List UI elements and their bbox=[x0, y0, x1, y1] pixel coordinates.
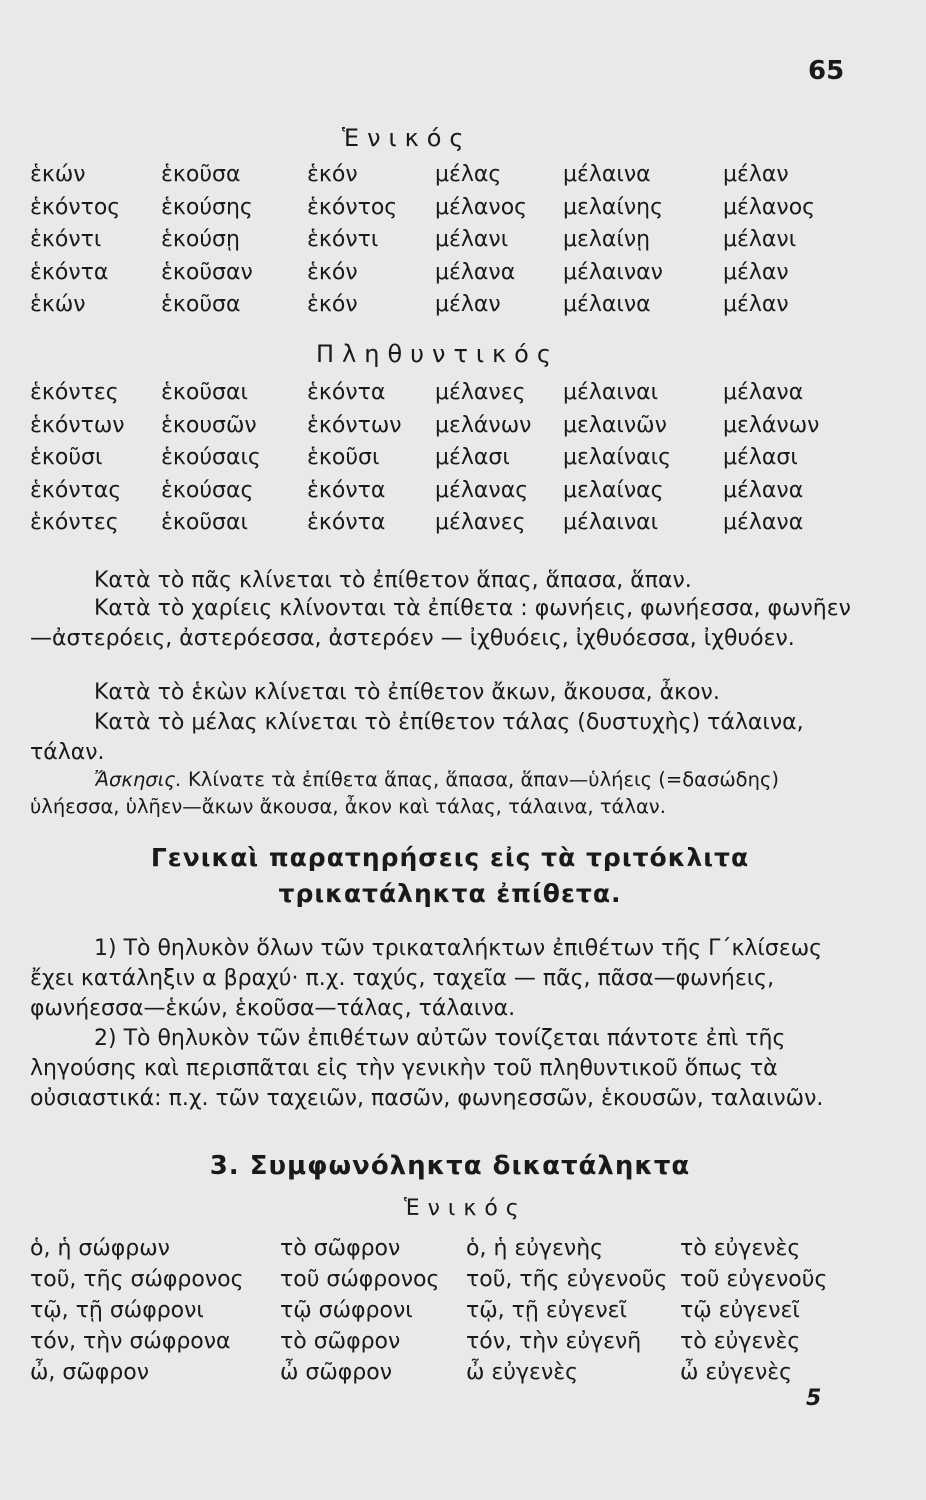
page-number: 65 bbox=[808, 56, 845, 86]
table-cell: μέλανα bbox=[723, 510, 804, 536]
table-cell: ὁ, ἡ εὐγενὴς bbox=[466, 1236, 604, 1261]
table-cell: ἑκουσῶν bbox=[161, 412, 257, 438]
table-cell: ὦ εὐγενὲς bbox=[680, 1360, 793, 1385]
table-cell: ἑκούσας bbox=[161, 477, 254, 503]
table-cell: ἑκοῦσι bbox=[30, 445, 103, 471]
rule-2: 2) Τὸ θηλυκὸν τῶν ἐπιθέτων αὐτῶν τονίζεται πάντοτε ἐπὶ τῆς ληγούσης καὶ περισπᾶται εἰς τὴν γενικὴν τοῦ πληθυντικοῦ ὅπως τὰ οὐσιαστικά: π.χ. τῶν ταχειῶν, πασῶν, φωνηεσσῶν, ἑκουσῶν, ταλαινῶν. bbox=[30, 1026, 824, 1111]
table-cell: ὁ, ἡ σώφρων bbox=[30, 1236, 170, 1261]
table-cell: ἑκόντες bbox=[30, 380, 119, 405]
exercise-paragraph bbox=[30, 766, 860, 820]
table-cell: μέλαν bbox=[435, 292, 501, 318]
table-cell: τῷ, τῇ εὐγενεῖ bbox=[466, 1298, 627, 1323]
table-cell: ἑκόντα bbox=[307, 477, 386, 503]
table-cell: μελαίνας bbox=[563, 477, 664, 503]
table-cell: ἑκόντι bbox=[30, 227, 102, 253]
table-cell: τόν, τὴν εὐγενῆ bbox=[466, 1329, 642, 1354]
paragraph-melas: Κατὰ τὸ μέλας κλίνεται τὸ ἐπίθετον τάλας (δυστυχὴς) τάλαινα, τάλαν. bbox=[30, 710, 804, 765]
table-cell: τοῦ σώφρονος bbox=[280, 1267, 440, 1292]
table-cell: τὸ εὐγενὲς bbox=[680, 1329, 801, 1354]
table-cell: μέλανι bbox=[435, 227, 509, 253]
section-heading-singular: Ἑνικός bbox=[342, 124, 472, 152]
section-3-title: 3. Συμφωνόληκτα δικατάληκτα bbox=[209, 1151, 691, 1181]
table-cell: ἑκόντος bbox=[307, 194, 398, 220]
table-cell: μέλας bbox=[435, 162, 502, 187]
table-cell: ἑκόντων bbox=[30, 412, 125, 438]
table-cell: ὦ, σῶφρον bbox=[30, 1360, 150, 1385]
table-cell: ἑκόντες bbox=[30, 510, 119, 536]
table-cell: μέλαιναν bbox=[563, 259, 663, 285]
table-cell: μέλαιναι bbox=[563, 380, 659, 405]
table-cell: μέλανες bbox=[435, 510, 526, 536]
table-cell: μελαινῶν bbox=[563, 412, 667, 438]
table-cell: τοῦ εὐγενοῦς bbox=[680, 1267, 828, 1292]
signature-mark: 5 bbox=[806, 1386, 822, 1411]
table-cell: τὸ σῶφρον bbox=[280, 1329, 401, 1354]
table-cell: τοῦ, τῆς σώφρονος bbox=[30, 1267, 244, 1292]
paragraph-charieis: Κατὰ τὸ χαρίεις κλίνονται τὰ ἐπίθετα : φωνήεις, φωνήεσσα, φωνῆεν—ἀστερόεις, ἀστερόεσσα, ἀστερόεν — ἰχθυόεις, ἰχθυόεσσα, ἰχθυόεν. bbox=[30, 596, 851, 651]
table-cell: ἑκοῦσαι bbox=[161, 380, 248, 405]
table-cell: ἑκόν bbox=[307, 292, 358, 318]
table-cell: ὦ σῶφρον bbox=[280, 1360, 393, 1385]
table-cell: μέλανι bbox=[723, 227, 797, 253]
table-cell: μέλανα bbox=[435, 259, 516, 285]
table-cell: τῷ σώφρονι bbox=[280, 1298, 413, 1323]
section-heading-plural: Πληθυντικός bbox=[316, 340, 559, 368]
table-cell: μέλανος bbox=[435, 194, 528, 220]
table-cell: μέλαινα bbox=[563, 162, 651, 187]
table-cell: ἑκόντα bbox=[30, 259, 109, 285]
table-cell: τοῦ, τῆς εὐγενοῦς bbox=[466, 1267, 668, 1292]
table-cell: ἑκοῦσι bbox=[307, 445, 380, 471]
table-cell: ἑκόν bbox=[307, 162, 358, 187]
table-cell: μέλαν bbox=[723, 292, 789, 318]
table-cell: ἑκοῦσα bbox=[161, 162, 241, 187]
table-cell: μελαίνῃ bbox=[563, 227, 651, 253]
table-cell: ὦ εὐγενὲς bbox=[466, 1360, 579, 1385]
paragraph-pas: Κατὰ τὸ πᾶς κλίνεται τὸ ἐπίθετον ἅπας, ἅπασα, ἅπαν. bbox=[94, 568, 692, 593]
table-cell: ἑκόντος bbox=[30, 194, 121, 220]
table-cell: τὸ εὐγενὲς bbox=[680, 1236, 801, 1261]
table-cell: ἑκόντας bbox=[30, 477, 122, 503]
table-cell: ἑκόν bbox=[307, 259, 358, 285]
section-heading-singular-2: Ἑνικός bbox=[404, 1196, 527, 1221]
table-cell: μελάνων bbox=[723, 412, 820, 438]
table-cell: τῷ, τῇ σώφρονι bbox=[30, 1298, 204, 1323]
section-title-general-remarks: Γενικαὶ παρατηρήσεις εἰς τὰ τριτόκλιτα τρικατάληκτα ἐπίθετα. bbox=[150, 843, 750, 908]
table-cell: ἑκούσῃ bbox=[161, 227, 240, 253]
table-cell: μέλανα bbox=[723, 380, 804, 405]
table-cell: μέλασι bbox=[435, 445, 510, 471]
paragraph-hekon: Κατὰ τὸ ἑκὼν κλίνεται τὸ ἐπίθετον ἄκων, ἄκουσα, ἆκον. bbox=[94, 680, 720, 705]
table-cell: μέλαινα bbox=[563, 292, 651, 318]
table-cell: μέλανα bbox=[723, 477, 804, 503]
rule-1: 1) Τὸ θηλυκὸν ὅλων τῶν τρικαταλήκτων ἐπιθέτων τῆς Γ΄κλίσεως ἔχει κατάληξιν α βραχύ· π.χ. ταχύς, ταχεῖα — πᾶς, πᾶσα—φωνήεις, φωνήεσσα—ἑκών, ἑκοῦσα—τάλας, τάλαινα. bbox=[30, 936, 823, 1021]
table-cell: τόν, τὴν σώφρονα bbox=[30, 1329, 231, 1354]
table-cell: ἑκούσης bbox=[161, 194, 253, 220]
exercise-label: Ἄσκησις. bbox=[94, 768, 182, 791]
table-cell: ἑκόντα bbox=[307, 380, 386, 405]
table-cell: ἑκοῦσαι bbox=[161, 510, 248, 536]
table-cell: ἑκούσαις bbox=[161, 445, 261, 471]
table-cell: μέλανες bbox=[435, 380, 526, 405]
table-cell: μέλαν bbox=[723, 259, 789, 285]
table-cell: μέλαιναι bbox=[563, 510, 659, 536]
table-cell: ἑκόντων bbox=[307, 412, 402, 438]
table-cell: ἑκόντα bbox=[307, 510, 386, 536]
table-cell: ἑκοῦσαν bbox=[161, 259, 253, 285]
exercise-text: Κλίνατε τὰ ἐπίθετα ἅπας, ἅπασα, ἅπαν—ὑλήεις (=δασώδης) ὑλήεσσα, ὑλῆεν—ἄκων ἄκουσα, ἆκον καὶ τάλας, τάλαινα, τάλαν. bbox=[30, 768, 780, 818]
table-cell: μέλαν bbox=[723, 162, 789, 187]
table-cell: μέλανας bbox=[435, 477, 529, 503]
table-cell: μελάνων bbox=[435, 412, 532, 438]
table-cell: ἑκόντι bbox=[307, 227, 379, 253]
table-cell: τῷ εὐγενεῖ bbox=[680, 1298, 800, 1323]
table-cell: μέλανος bbox=[723, 194, 816, 220]
table-cell: ἑκοῦσα bbox=[161, 292, 241, 318]
table-cell: ἑκών bbox=[30, 162, 86, 187]
table-cell: τὸ σῶφρον bbox=[280, 1236, 401, 1261]
table-cell: μελαίναις bbox=[563, 445, 672, 471]
table-cell: μελαίνης bbox=[563, 194, 663, 220]
table-cell: μέλασι bbox=[723, 445, 798, 471]
table-cell: ἑκών bbox=[30, 292, 86, 318]
